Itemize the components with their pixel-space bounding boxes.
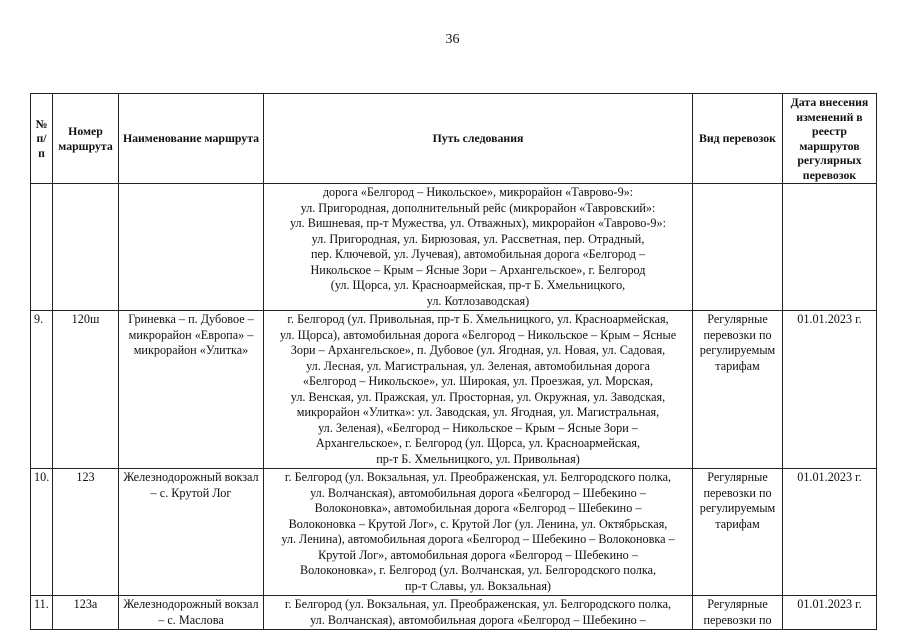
path-line: (ул. Щорса, ул. Красноармейская, пр-т Б. Хмельницкого, xyxy=(330,278,626,292)
path-line: «Белгород – Никольское», ул. Широкая, ул. Проезжая, ул. Морская, xyxy=(302,374,654,388)
routes-table xyxy=(30,93,877,630)
path-line: пр-т Б. Хмельницкого, ул. Привольная) xyxy=(376,451,580,466)
cell-route-name: Гриневка – п. Дубовое – микрорайон «Европа» – микрорайон «Улитка» xyxy=(119,311,264,469)
path-line: ул. Волчанская), автомобильная дорога «Белгород – Шебекино – xyxy=(310,612,646,627)
page-number: 36 xyxy=(445,32,460,47)
path-line: ул. Пригородная, ул. Бирюзовая, ул. Рассветная, пер. Отрадный, xyxy=(311,231,645,246)
path-line: Волоконовка – Крутой Лог», с. Крутой Лог (ул. Ленина, ул. Октябрьская, xyxy=(288,516,668,531)
cell-route-number: 120ш xyxy=(53,311,119,469)
path-line: ул. Волчанская), автомобильная дорога «Белгород – Шебекино – xyxy=(310,485,646,500)
path-line: ул. Лесная, ул. Магистральная, ул. Зеленая, автомобильная дорога xyxy=(306,358,650,373)
cell-route-name xyxy=(119,184,264,311)
header-route-name: Наименование маршрута xyxy=(119,94,264,184)
header-route-number: Номер маршрута xyxy=(53,94,119,184)
cell-date: 01.01.2023 г. xyxy=(783,469,877,596)
header-path: Путь следования xyxy=(264,94,693,184)
cell-path xyxy=(264,311,693,469)
path-line: ул. Ленина), автомобильная дорога «Белгород – Шебекино – Волоконовка – xyxy=(281,532,675,546)
cell-transport-type: Регулярные перевозки по регулируемым тарифам xyxy=(693,469,783,596)
path-line: пер. Ключевой, ул. Лучевая), автомобильная дорога «Белгород – xyxy=(310,247,646,261)
cell-date: 01.01.2023 г. xyxy=(783,311,877,469)
cell-num: 10. xyxy=(31,469,53,596)
cell-date: 01.01.2023 г. xyxy=(783,596,877,630)
cell-route-number: 123 xyxy=(53,469,119,596)
cell-path xyxy=(264,184,693,311)
cell-path xyxy=(264,596,693,630)
path-line: ул. Зеленая), «Белгород – Никольское – Крым – Ясные Зори – xyxy=(318,420,638,435)
path-line: ул. Венская, ул. Пражская, ул. Просторная, ул. Окружная, ул. Заводская, xyxy=(290,389,666,404)
cell-route-name: Железнодорожный вокзал – с. Крутой Лог xyxy=(119,469,264,596)
path-line: пр-т Славы, ул. Вокзальная) xyxy=(405,578,551,593)
header-registry-date: Дата внесения изменений в реестр маршрутов регулярных перевозок xyxy=(783,94,877,184)
path-line: ул. Котлозаводская) xyxy=(426,293,530,308)
cell-path xyxy=(264,469,693,596)
cell-route-number xyxy=(53,184,119,311)
cell-num xyxy=(31,184,53,311)
table-row xyxy=(31,184,877,311)
path-line: Зори – Архангельское», п. Дубовое (ул. Ягодная, ул. Новая, ул. Садовая, xyxy=(290,343,666,357)
path-line: Волоконовка», г. Белгород (ул. Волчанская, ул. Белгородского полка, xyxy=(299,563,657,577)
path-line: Волоконовка», автомобильная дорога «Белгород – Шебекино – xyxy=(314,501,642,515)
table-row xyxy=(31,469,877,596)
cell-num: 9. xyxy=(31,311,53,469)
path-line: Крутой Лог», автомобильная дорога «Белгород – Шебекино – xyxy=(318,547,638,562)
path-line: г. Белгород (ул. Вокзальная, ул. Преображенская, ул. Белгородского полка, xyxy=(284,470,672,484)
cell-num: 11. xyxy=(31,596,53,630)
path-line: г. Белгород (ул. Вокзальная, ул. Преображенская, ул. Белгородского полка, xyxy=(284,597,672,611)
path-line: микрорайон «Улитка»: ул. Заводская, ул. Ягодная, ул. Магистральная, xyxy=(296,405,660,419)
cell-route-name: Железнодорожный вокзал – с. Маслова xyxy=(119,596,264,630)
path-line: Архангельское», г. Белгород (ул. Щорса, ул. Красноармейская, xyxy=(315,436,641,450)
table-row xyxy=(31,311,877,469)
cell-transport-type: Регулярные перевозки по xyxy=(693,596,783,630)
path-line: ул. Пригородная, дополнительный рейс (микрорайон «Тавровский»: xyxy=(300,200,656,215)
header-num: № п/п xyxy=(31,94,53,184)
table-header-row xyxy=(31,94,877,184)
cell-date xyxy=(783,184,877,311)
table-row xyxy=(31,596,877,630)
path-line: ул. Щорса), автомобильная дорога «Белгород – Никольское – Крым – Ясные xyxy=(279,327,677,342)
path-line: г. Белгород (ул. Привольная, пр-т Б. Хмельницкого, ул. Красноармейская, xyxy=(287,312,669,326)
cell-route-number: 123а xyxy=(53,596,119,630)
path-line: Никольское – Крым – Ясные Зори – Архангельское», г. Белгород xyxy=(310,262,646,277)
cell-transport-type xyxy=(693,184,783,311)
path-line: дорога «Белгород – Никольское», микрорайон «Таврово-9»: xyxy=(322,185,634,199)
header-transport-type: Вид перевозок xyxy=(693,94,783,184)
cell-transport-type: Регулярные перевозки по регулируемым тарифам xyxy=(693,311,783,469)
path-line: ул. Вишневая, пр-т Мужества, ул. Отважных), микрорайон «Таврово-9»: xyxy=(290,216,666,230)
